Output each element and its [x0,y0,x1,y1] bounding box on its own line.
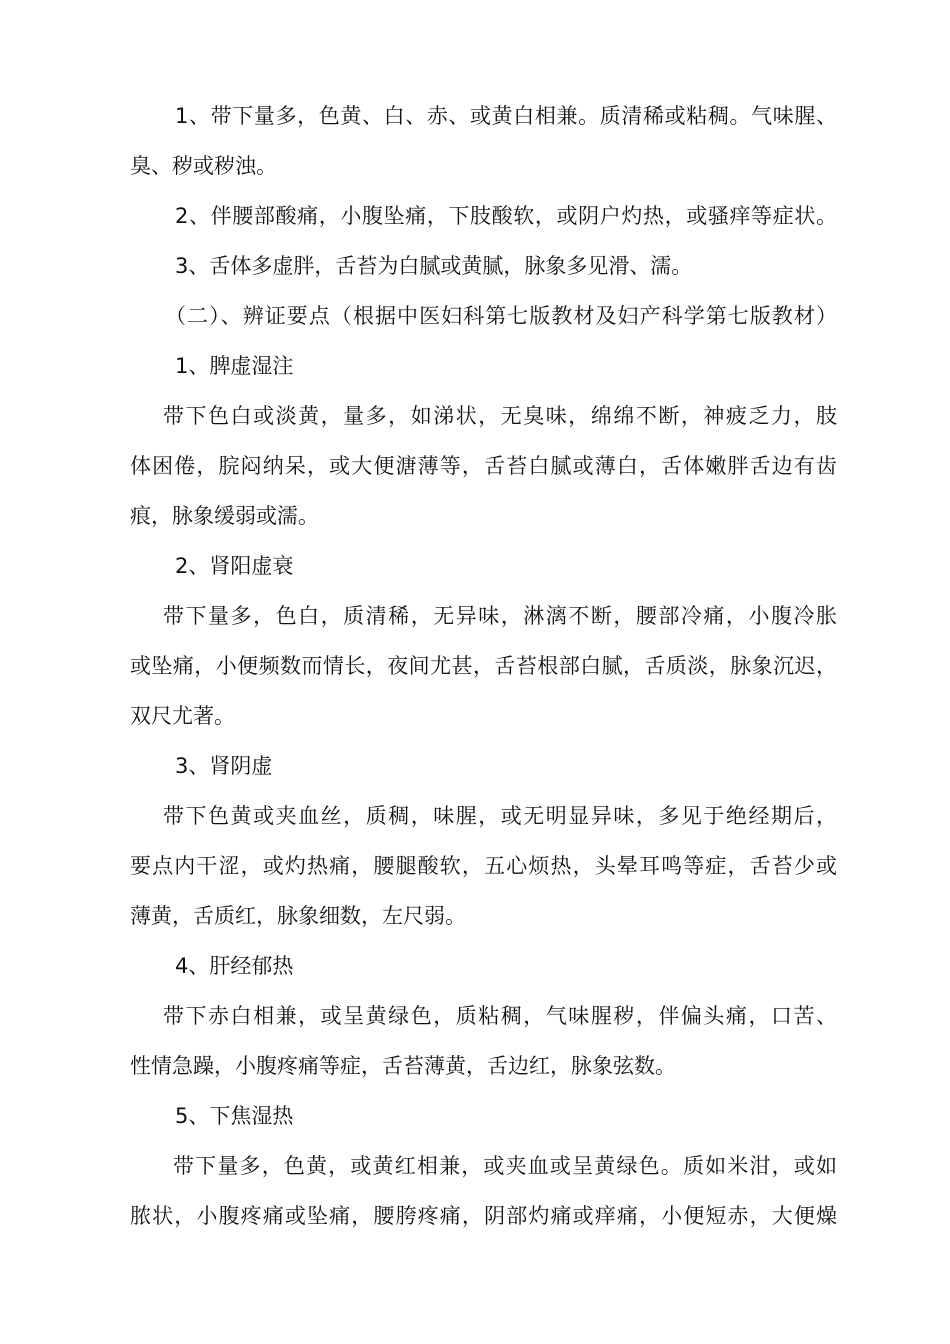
text-line: 臭、秽或秽浊。 [130,154,277,178]
text-line: 薄黄，舌质红，脉象细数，左尺弱。 [130,904,466,928]
text-line: 脓状，小腹疼痛或坠痛，腰胯疼痛，阴部灼痛或痒痛，小便短赤，大便燥 [130,1204,837,1228]
subsection-heading: 3、肾阴虚 [175,754,273,778]
text-line: 带下赤白相兼，或呈黄绿色，质粘稠，气味腥秽，伴偏头痛，口苦、 [163,1004,837,1028]
subsection-heading: 2、肾阳虚衰 [175,554,294,578]
text-line: 体困倦，脘闷纳呆，或大便溏薄等，舌苔白腻或薄白，舌体嫩胖舌边有齿 [130,454,837,478]
text-line: 带下量多，色白，质清稀，无异味，淋漓不断，腰部冷痛，小腹冷胀 [163,604,837,628]
text-line: 带下色白或淡黄，量多，如涕状，无臭味，绵绵不断，神疲乏力，肢 [163,404,837,428]
text-line: 或坠痛，小便频数而情长，夜间尤甚，舌苔根部白腻，舌质淡，脉象沉迟， [130,654,837,678]
subsection-heading: 5、下焦湿热 [175,1104,294,1128]
subsection-heading: 4、肝经郁热 [175,954,294,978]
text-line: 痕，脉象缓弱或濡。 [130,504,319,528]
text-line: 性情急躁，小腹疼痛等症，舌苔薄黄，舌边红，脉象弦数。 [130,1054,676,1078]
text-line: 3、舌体多虚胖，舌苔为白腻或黄腻，脉象多见滑、濡。 [175,254,693,278]
text-line: 带下量多，色黄，或黄红相兼，或夹血或呈黄绿色。质如米泔，或如 [173,1154,837,1178]
text-line: 2、伴腰部酸痛，小腹坠痛，下肢酸软，或阴户灼热，或骚痒等症状。 [175,204,837,228]
text-line: 要点内干涩，或灼热痛，腰腿酸软，五心烦热，头晕耳鸣等症，舌苔少或 [130,854,837,878]
text-line: 1、带下量多，色黄、白、赤、或黄白相兼。质清稀或粘稠。气味腥、 [175,104,837,128]
section-heading: （二）、辨证要点（根据中医妇科第七版教材及妇产科学第七版教材） [165,304,837,328]
text-line: 双尺尤著。 [130,704,235,728]
subsection-heading: 1、脾虚湿注 [175,354,294,378]
text-line: 带下色黄或夹血丝，质稠，味腥，或无明显异味，多见于绝经期后， [163,804,837,828]
